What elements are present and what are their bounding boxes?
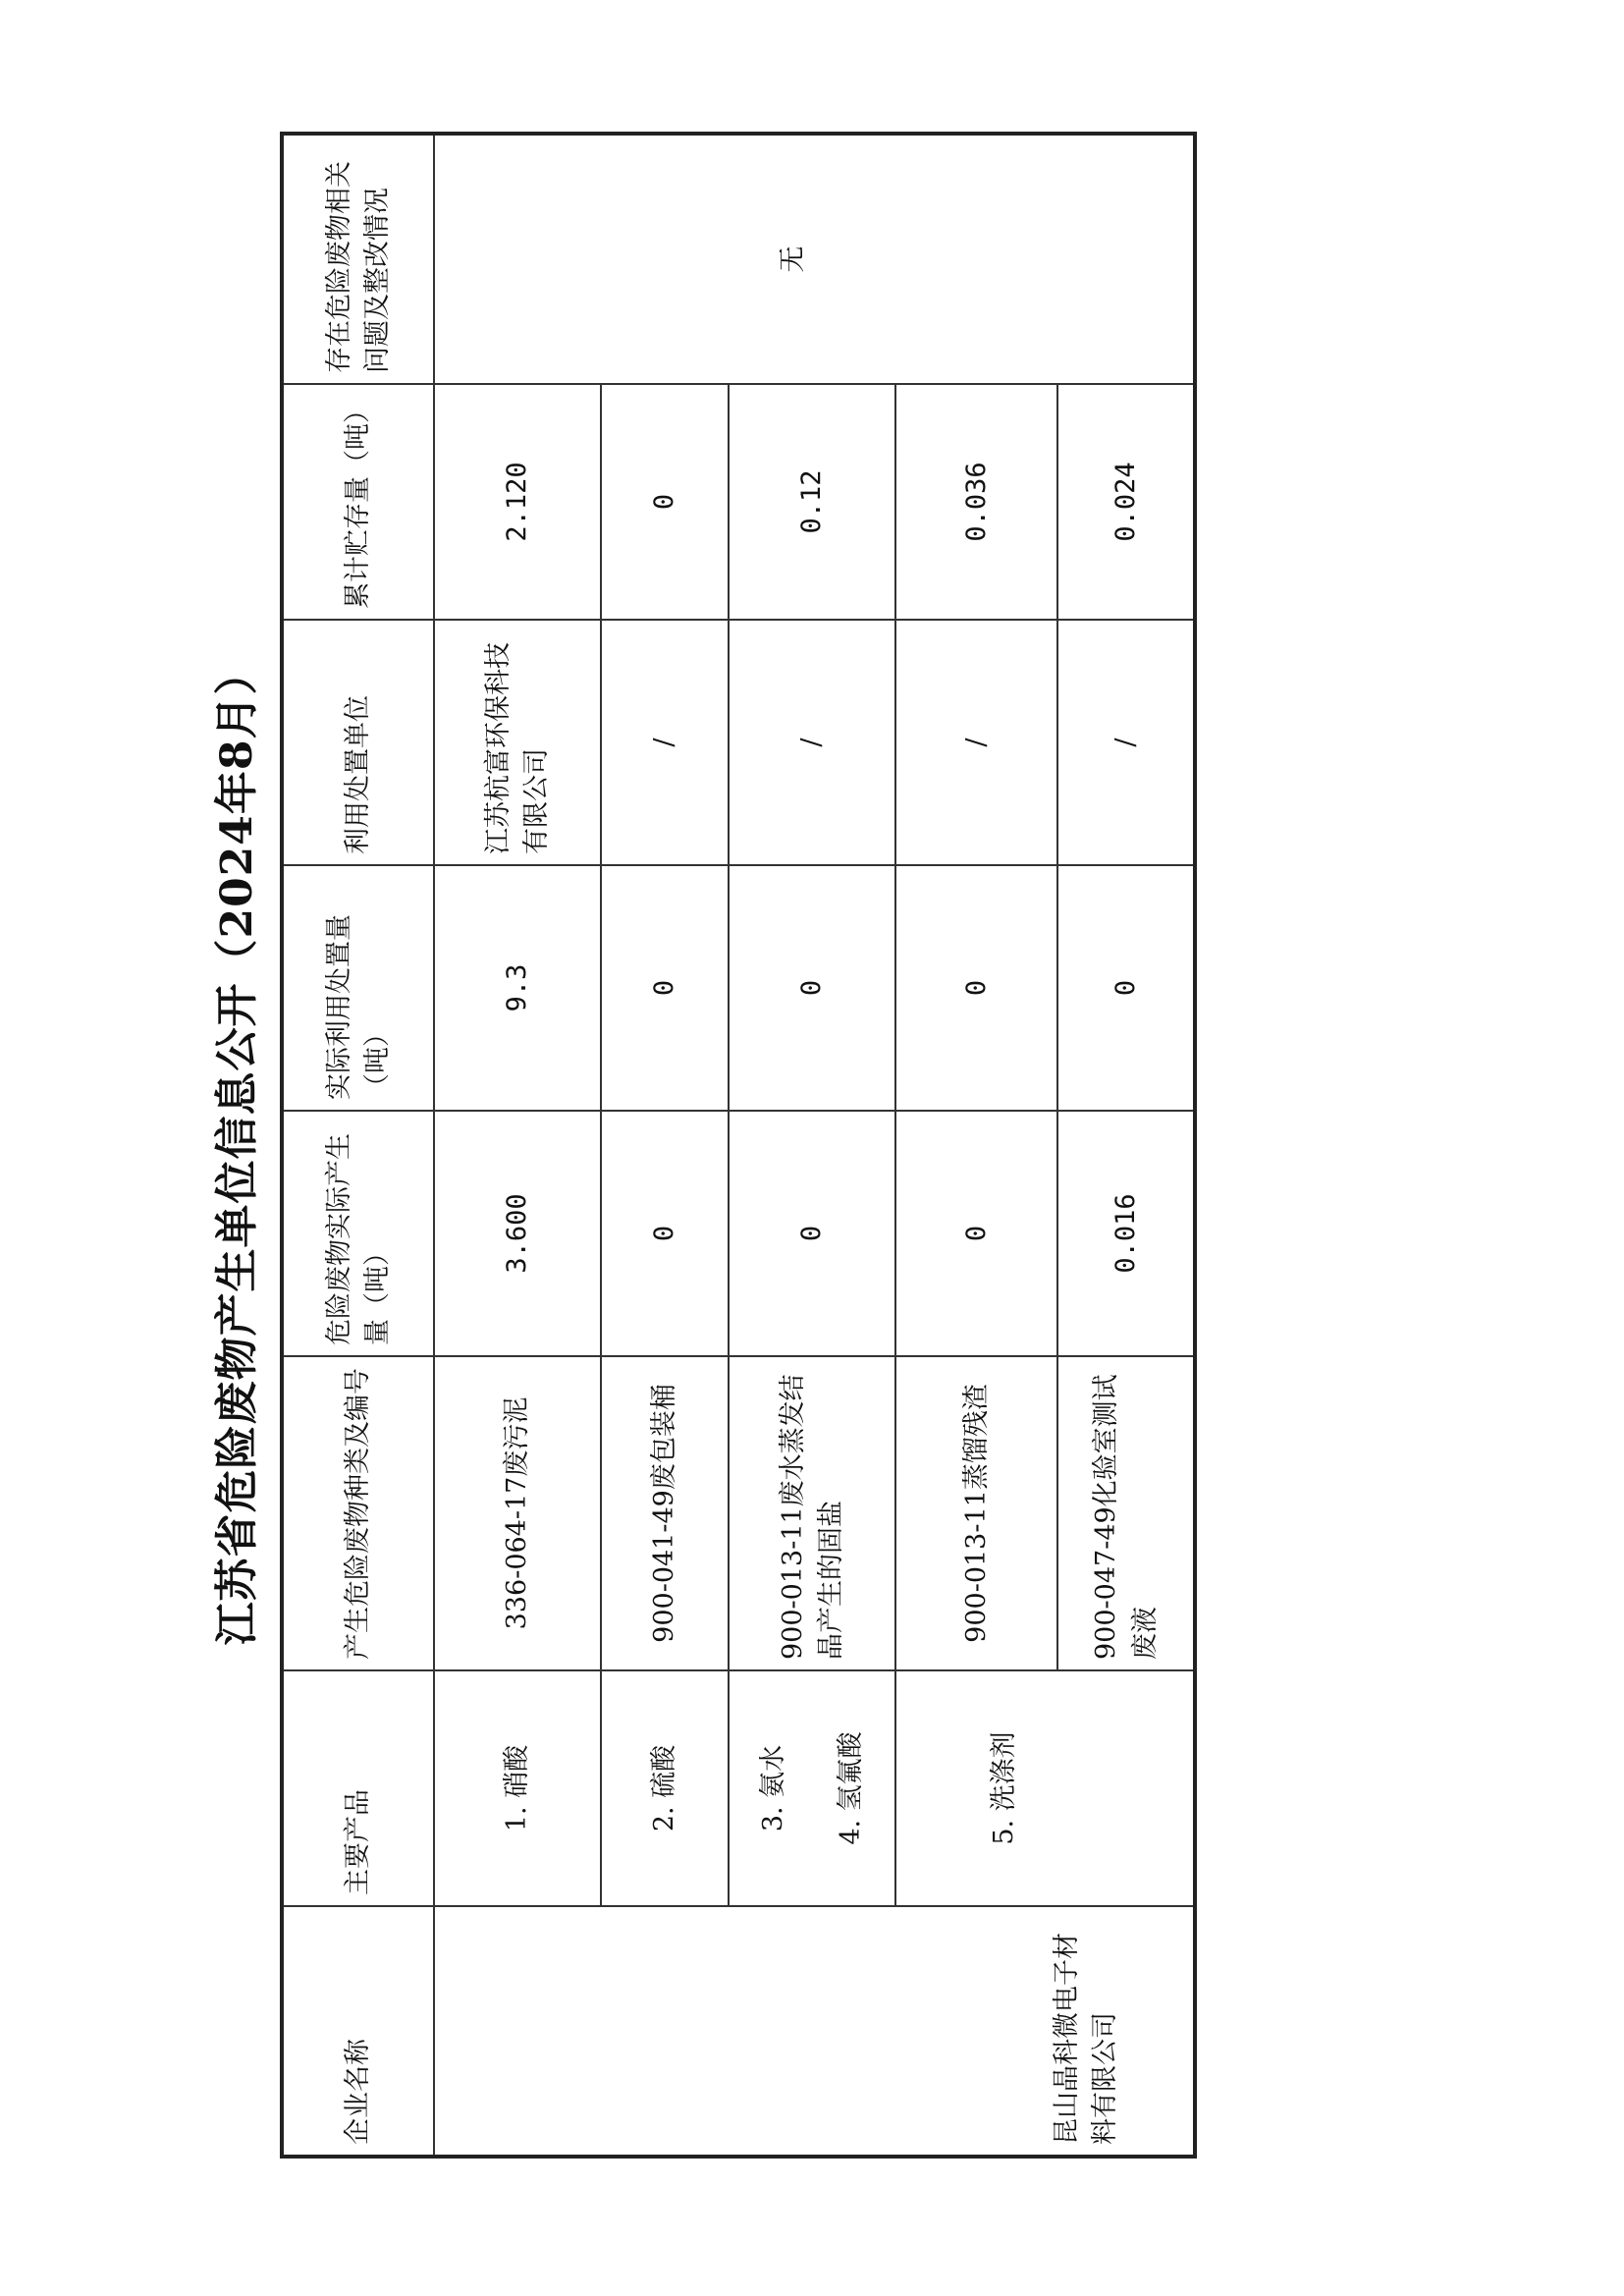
product-line: 3. 氨水 xyxy=(757,1744,788,1832)
disposal-unit-cell: / xyxy=(1057,620,1195,865)
table-row xyxy=(434,134,601,2157)
header-storage: 累计贮存量（吨） xyxy=(282,384,434,620)
disposal-unit-cell: / xyxy=(895,620,1057,865)
header-company: 企业名称 xyxy=(282,1906,434,2157)
output-cell: 0 xyxy=(729,1111,895,1356)
disposal-amount-cell: 0 xyxy=(729,865,895,1111)
output-cell: 0.016 xyxy=(1057,1111,1195,1356)
product-cell: 1. 硝酸 xyxy=(434,1670,601,1906)
disposal-amount-cell: 0 xyxy=(601,865,729,1111)
issues-cell: 无 xyxy=(434,134,1195,384)
storage-cell: 0.024 xyxy=(1057,384,1195,620)
storage-cell: 0.036 xyxy=(895,384,1057,620)
table-row xyxy=(729,134,895,2157)
disposal-amount-cell: 9.3 xyxy=(434,865,601,1111)
waste-type-cell: 900-047-49化验室测试废液 xyxy=(1057,1356,1195,1670)
waste-type-cell: 900-013-11废水蒸发结晶产生的固盐 xyxy=(729,1356,895,1670)
waste-type-cell: 900-041-49废包装桶 xyxy=(601,1356,729,1670)
output-cell: 0 xyxy=(601,1111,729,1356)
storage-cell: 0 xyxy=(601,384,729,620)
header-waste-type: 产生危险废物种类及编号 xyxy=(282,1356,434,1670)
document-title: 江苏省危险废物产生单位信息公开（2024年8月） xyxy=(212,650,262,1646)
disposal-amount-cell: 0 xyxy=(1057,865,1195,1111)
storage-cell: 0.12 xyxy=(729,384,895,620)
product-cell-combined xyxy=(729,1670,895,1906)
storage-cell: 2.120 xyxy=(434,384,601,620)
output-cell: 3.600 xyxy=(434,1111,601,1356)
waste-type-cell: 336-064-17废污泥 xyxy=(434,1356,601,1670)
header-row xyxy=(282,134,434,2157)
header-disposal-unit: 利用处置单位 xyxy=(282,620,434,865)
company-name-cell: 昆山晶科微电子材料有限公司 xyxy=(434,1906,1195,2157)
output-cell: 0 xyxy=(895,1111,1057,1356)
header-product: 主要产品 xyxy=(282,1670,434,1906)
waste-type-cell: 900-013-11蒸馏残渣 xyxy=(895,1356,1057,1670)
disposal-unit-cell: 江苏杭富环保科技有限公司 xyxy=(434,620,601,865)
product-cell: 5. 洗涤剂 xyxy=(895,1670,1195,1906)
table-row xyxy=(601,134,729,2157)
disposal-unit-cell: / xyxy=(601,620,729,865)
disposal-amount-cell: 0 xyxy=(895,865,1057,1111)
product-line: 4. 氢氟酸 xyxy=(836,1731,866,1845)
header-actual-output: 危险废物实际产生量（吨） xyxy=(282,1111,434,1356)
header-issues: 存在危险废物相关问题及整改情况 xyxy=(282,134,434,384)
product-cell: 2. 硫酸 xyxy=(601,1670,729,1906)
hazardous-waste-table xyxy=(280,132,1197,2159)
disposal-unit-cell: / xyxy=(729,620,895,865)
table-row xyxy=(895,134,1057,2157)
header-disposal-amount: 实际利用处置量（吨） xyxy=(282,865,434,1111)
